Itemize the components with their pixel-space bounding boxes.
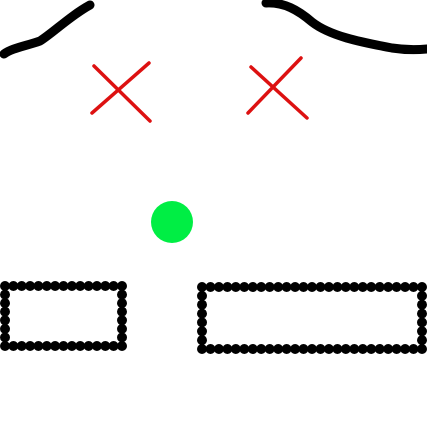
- left-box-dot: [117, 281, 127, 291]
- right-box-dot: [197, 291, 207, 301]
- right-box-dot: [197, 344, 207, 354]
- right-box-dot: [197, 335, 207, 345]
- right-box-dot: [417, 282, 427, 292]
- right-box-dot: [197, 300, 207, 310]
- nose-dot: [151, 201, 193, 243]
- right-box-dot: [417, 335, 427, 345]
- left-box-dot: [0, 315, 10, 325]
- right-box-dot: [417, 317, 427, 327]
- left-box-dot: [0, 290, 10, 300]
- right-box-dot: [197, 326, 207, 336]
- right-box-dot: [417, 300, 427, 310]
- right-box-dot: [197, 317, 207, 327]
- left-box-dot: [117, 298, 127, 308]
- right-box-dot: [417, 326, 427, 336]
- left-box-dot: [0, 341, 10, 351]
- right-box-dot: [417, 291, 427, 301]
- left-box-dot: [117, 307, 127, 317]
- right-box-dot: [417, 309, 427, 319]
- right-box-dot: [197, 309, 207, 319]
- left-box-dot: [0, 307, 10, 317]
- left-box-dot: [117, 315, 127, 325]
- left-box-dot: [117, 332, 127, 342]
- left-box-dot: [0, 324, 10, 334]
